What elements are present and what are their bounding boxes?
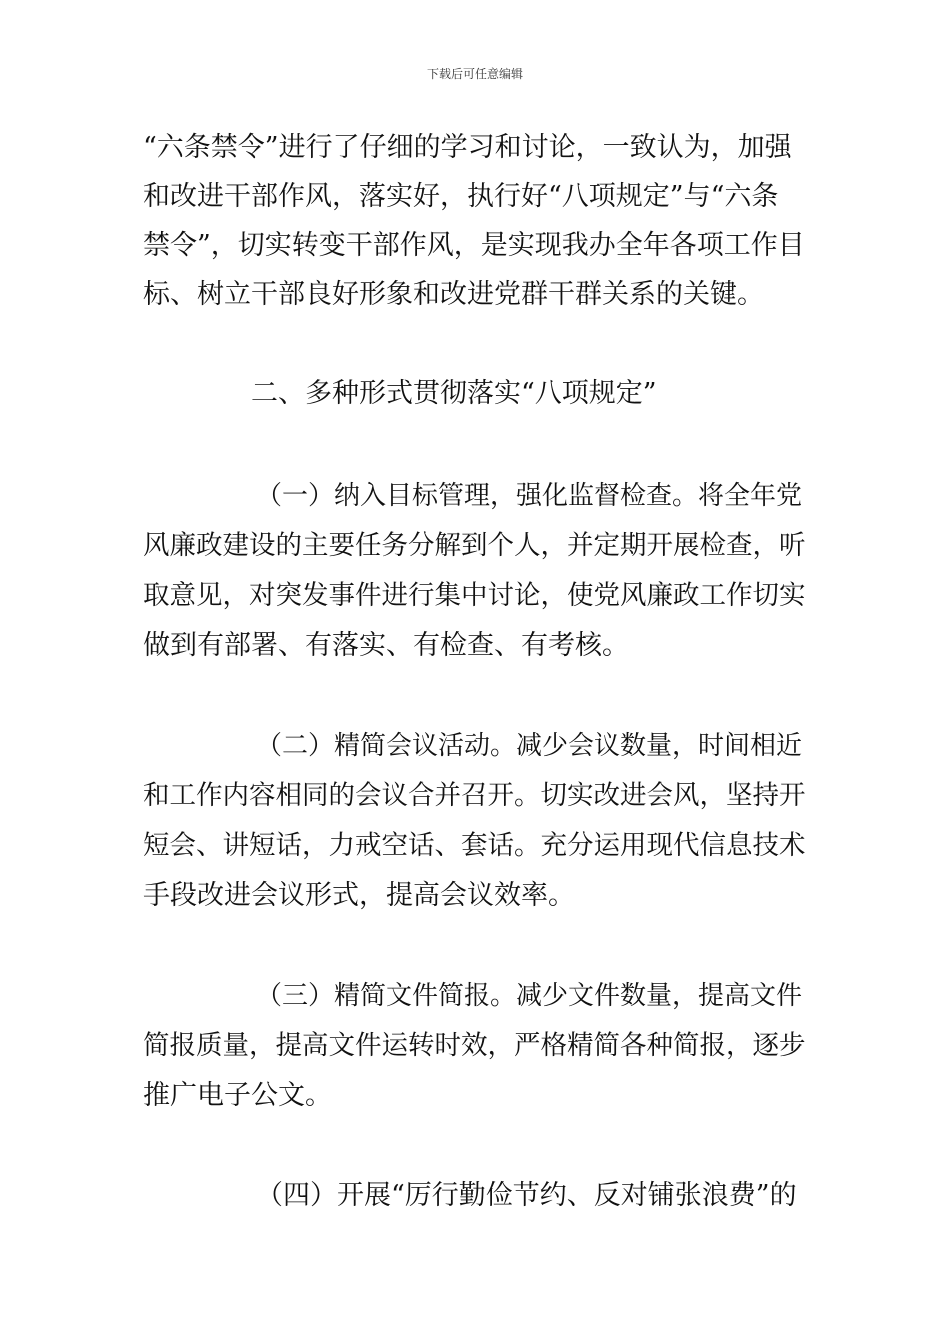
item-3-line-2: 简报质量，提高文件运转时效，严格精简各种简报，逐步	[143, 1030, 806, 1061]
item-1-line-4: 做到有部署、有落实、有检查、有考核。	[143, 630, 629, 661]
paragraph-1-line-3: 禁令”，切实转变干部作风，是实现我办全年各项工作目	[143, 230, 805, 261]
item-2-line-1: （二）精简会议活动。减少会议数量，时间相近	[256, 731, 803, 761]
item-2-line-2: 和工作内容相同的会议合并召开。切实改进会风，坚持开	[143, 780, 806, 811]
item-3-line-1: （三）精简文件简报。减少文件数量，提高文件	[256, 981, 803, 1011]
paragraph-1-line-4: 标、树立干部良好形象和改进党群干群关系的关键。	[143, 279, 764, 310]
item-1-line-3: 取意见，对突发事件进行集中讨论，使党风廉政工作切实	[143, 580, 806, 611]
item-4-line-1: （四）开展“厉行勤俭节约、反对铺张浪费”的	[256, 1180, 797, 1211]
page-header: 下载后可任意编辑	[426, 67, 523, 81]
paragraph-1-line-2: 和改进干部作风，落实好，执行好“八项规定”与“六条	[143, 181, 779, 212]
section-heading: 二、多种形式贯彻落实“八项规定”	[251, 378, 657, 409]
item-1-line-1: （一）纳入目标管理，强化监督检查。将全年党	[256, 481, 803, 511]
item-3-line-3: 推广电子公文。	[143, 1080, 332, 1111]
item-2-line-3: 短会、讲短话，力戒空话、套话。充分运用现代信息技术	[143, 830, 806, 861]
item-2-line-4: 手段改进会议形式，提高会议效率。	[143, 880, 575, 911]
paragraph-1-line-1: “六条禁令”进行了仔细的学习和讨论，一致认为，加强	[143, 132, 792, 163]
item-1-line-2: 风廉政建设的主要任务分解到个人，并定期开展检查，听	[143, 530, 806, 561]
